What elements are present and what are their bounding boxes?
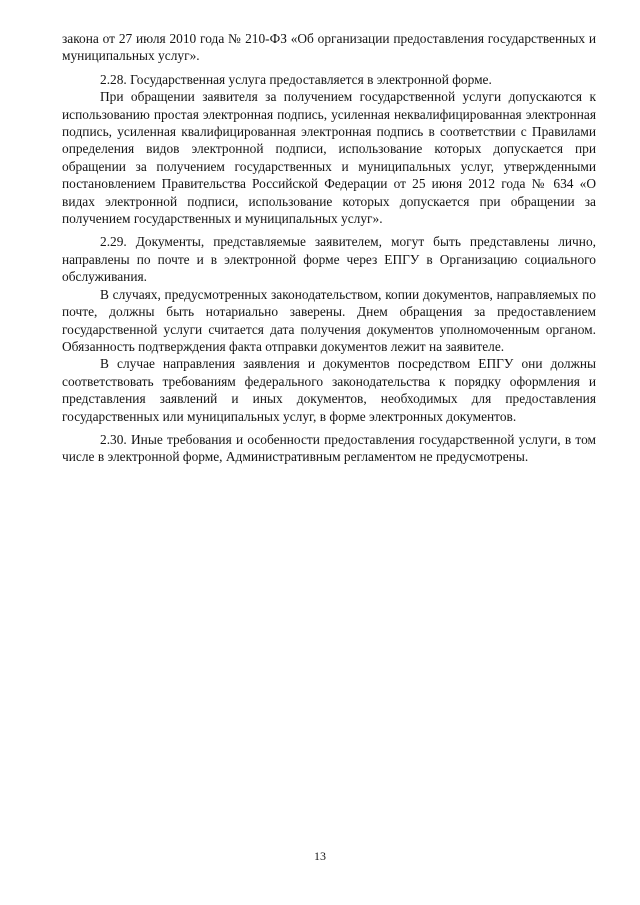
paragraph-2-28: 2.28. Государственная услуга предоставляется в электронной форме. <box>100 71 492 87</box>
paragraph-2-30: 2.30. Иные требования и особенности предоставления государственной услуги, в том числе в электронной форме, Административным регламентом не предусмотрены. <box>62 431 596 465</box>
page-number: 13 <box>314 849 326 863</box>
paragraph-2-29: 2.29. Документы, представляемые заявителем, могут быть представлены лично, направлены по почте и в электронной форме через ЕПГУ в Организацию социального обслуживания. <box>62 234 596 285</box>
paragraph-2-29-epgu: В случае направления заявления и документов посредством ЕПГУ они должны соответствовать требованиям федерального законодательства к порядку оформления и представления заявлений и иных документов, необходимых для предоставления государственных или муниципальных услуг, в форме электронных документов. <box>62 356 596 424</box>
document-body <box>62 30 596 466</box>
paragraph-2-29-copies: В случаях, предусмотренных законодательством, копии документов, направляемых по почте, должны быть нотариально заверены. Днем обращения за предоставлением государственной услуги считается дата получения документов уполномоченным органом. Обязанность подтверждения факта отправки документов лежит на заявителе. <box>62 286 596 354</box>
paragraph-continuation: закона от 27 июля 2010 года № 210-ФЗ «Об организации предоставления государственных и муниципальных услуг». <box>62 31 596 64</box>
paragraph-2-28-signature: При обращении заявителя за получением государственной услуги допускаются к использованию простая электронная подпись, усиленная неквалифицированная электронная подпись, усиленная квалифицированная электронная подпись в соответствии с Правилами определения видов электронной подписи, использование которых допускается при обращении за получением государственных и муниципальных услуг, утвержденными постановлением Правительства Российской Федерации от 25 июня 2012 года № 634 «О видах электронной подписи, использование которых допускается при обращении за получением государственных и муниципальных услуг». <box>62 89 596 227</box>
